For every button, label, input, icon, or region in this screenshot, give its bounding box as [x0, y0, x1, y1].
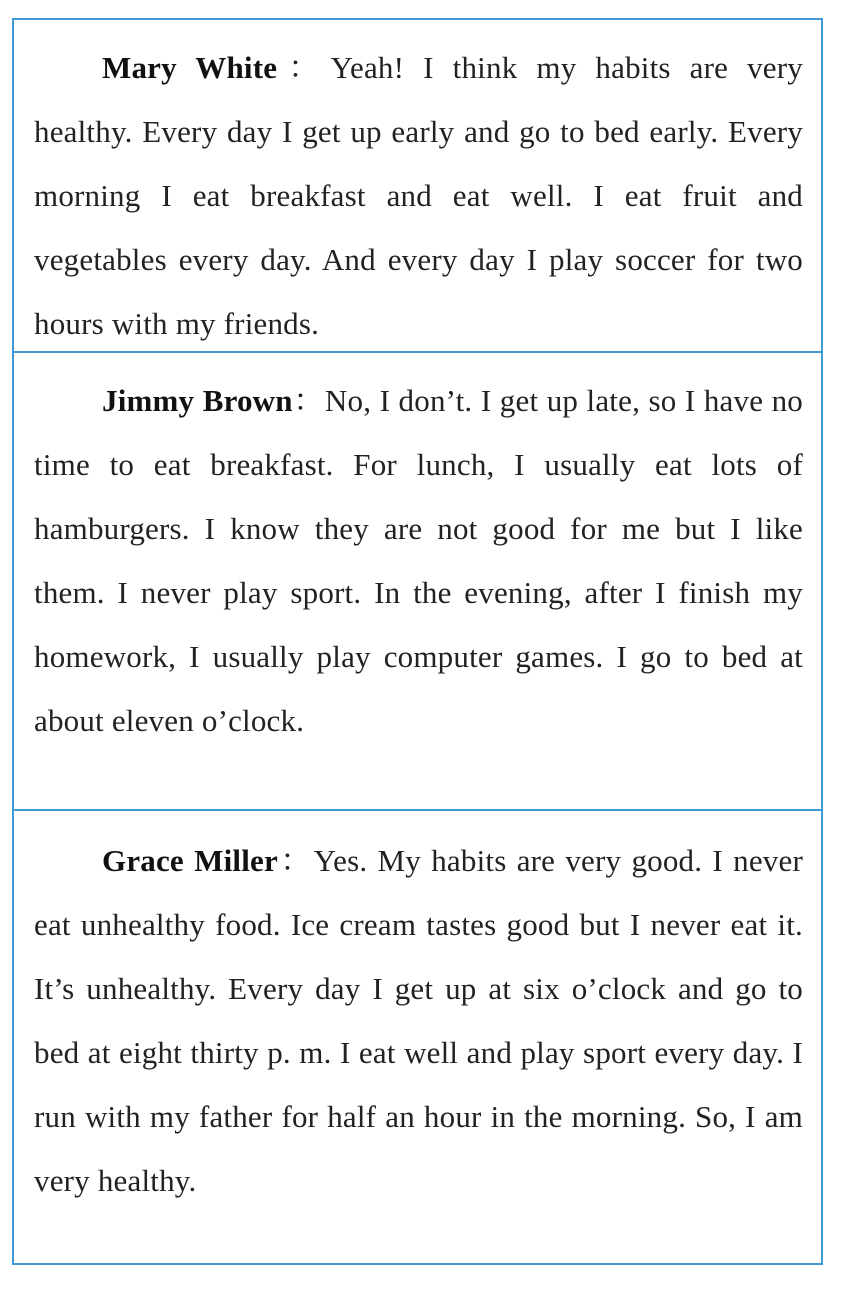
speaker-name: Jimmy Brown: [102, 383, 293, 418]
entry-text: No, I don’t. I get up late, so I have no time to eat breakfast. For lunch, I usually eat lots of hamburgers. I know they are not good for me but I like them. I never play sport. In the evening, after I finish my homework, I usually play computer games. I go to bed at about eleven o’clock.: [34, 383, 804, 738]
entry-jimmy-brown: [14, 351, 821, 810]
entry-grace-miller: [14, 809, 821, 1265]
dialogue-box: [12, 18, 823, 1265]
entry-mary-white: [14, 20, 821, 352]
entry-paragraph: [34, 369, 803, 753]
entry-text: Yeah! I think my habits are very healthy. Every day I get up early and go to bed early. Every morning I eat breakfast and eat well. I eat fruit and vegetables every day. And every day I play soccer for two hours with my friends.: [34, 50, 803, 341]
speaker-separator: ：: [292, 383, 325, 418]
speaker-name: Mary White: [102, 50, 278, 85]
speaker-separator: ：: [277, 50, 331, 85]
entry-text: Yes. My habits are very good. I never eat unhealthy food. Ice cream tastes good but I never eat it. It’s unhealthy. Every day I get up at six o’clock and go to bed at eight thirty p. m. I eat well and play sport every day. I run with my father for half an hour in the morning. So, I am very healthy.: [34, 843, 803, 1198]
entry-paragraph: [34, 829, 803, 1213]
entry-paragraph: [34, 36, 803, 356]
speaker-separator: ：: [277, 843, 314, 878]
speaker-name: Grace Miller: [102, 843, 278, 878]
